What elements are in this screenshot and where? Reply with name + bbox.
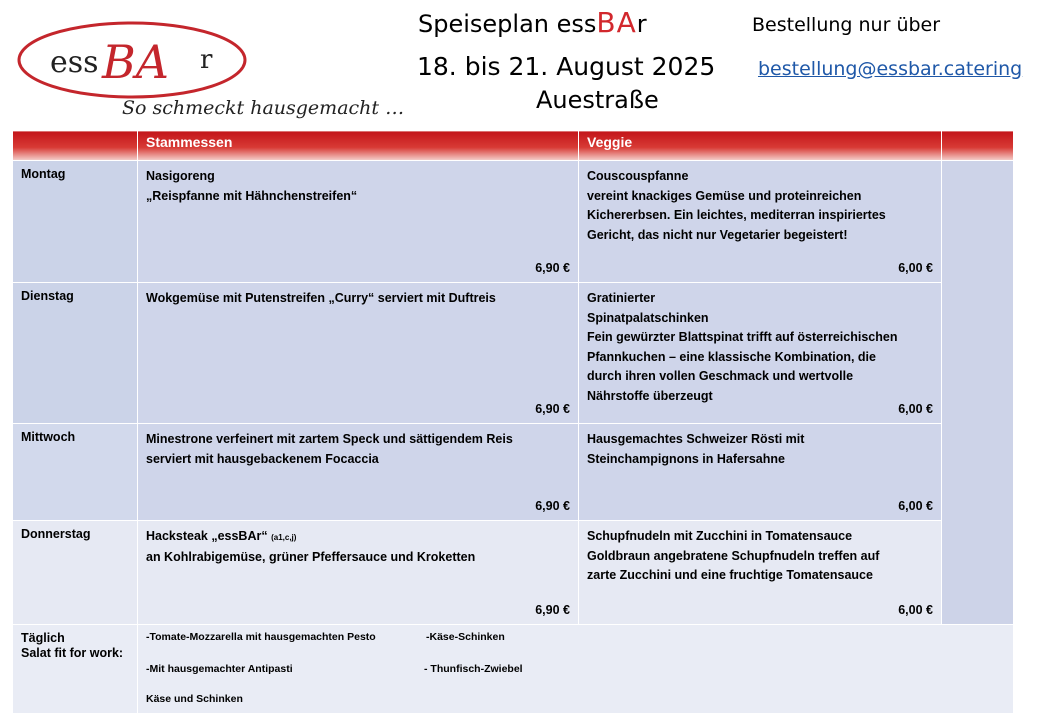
dish-line: Kichererbsen. Ein leichtes, mediterran inspiriertes	[587, 208, 886, 222]
dish-line: zarte Zucchini und eine fruchtige Tomatensauce	[587, 568, 873, 582]
dish-line: Nasigoreng	[146, 169, 215, 183]
title-ba: BA	[596, 6, 637, 39]
logo-graphic	[14, 14, 405, 124]
table-row	[13, 161, 1014, 283]
salad-item: Käse und Schinken	[146, 693, 243, 705]
salad-item: -Mit hausgemachter Antipasti	[146, 663, 293, 675]
main-price: 6,90 €	[535, 498, 570, 513]
dish-title: Hacksteak „essBAr“	[146, 529, 268, 543]
order-label: Bestellung nur über	[752, 14, 941, 36]
daily-label-line2: Salat fit for work:	[21, 646, 124, 660]
salad-item: -Tomate-Mozzarella mit hausgemachten Pesto	[146, 631, 376, 643]
main-price: 6,90 €	[535, 401, 570, 416]
empty-column	[942, 161, 1014, 625]
dish-line: Minestrone verfeinert mit zartem Speck und sättigendem Reis	[146, 432, 513, 446]
essbar-logo	[14, 14, 405, 124]
salad-item: - Thunfisch-Zwiebel	[424, 663, 523, 675]
dish-line: an Kohlrabigemüse, grüner Pfeffersauce und Kroketten	[146, 549, 476, 564]
menu-table	[12, 130, 1014, 714]
day-label: Mittwoch	[13, 424, 138, 521]
dish-line: Gericht, das nicht nur Vegetarier begeistert!	[587, 227, 848, 242]
dish-line: Goldbraun angebratene Schupfnudeln treffen auf	[587, 548, 880, 563]
veggie-price: 6,00 €	[898, 260, 933, 275]
allergen-codes: (a1,c,j)	[271, 533, 297, 542]
veggie-dish	[579, 283, 942, 424]
daily-label	[13, 625, 138, 714]
date-range: 18. bis 21. August 2025	[417, 52, 716, 81]
dish-line: „Reispfanne mit Hähnchenstreifen“	[146, 188, 358, 203]
title-suffix: r	[636, 10, 647, 38]
dish-line: Nährstoffe überzeugt	[587, 388, 713, 403]
veggie-dish	[579, 161, 942, 283]
header-day	[13, 131, 138, 161]
salad-item: -Käse-Schinken	[426, 631, 505, 643]
main-dish	[138, 521, 579, 625]
dish-line: Couscouspfanne	[587, 169, 689, 183]
day-label: Montag	[13, 161, 138, 283]
order-email-link[interactable]: bestellung@essbar.catering	[758, 58, 1023, 80]
table-row	[13, 424, 1014, 521]
main-dish	[138, 424, 579, 521]
dish-line: Steinchampignons in Hafersahne	[587, 451, 785, 466]
dish-line	[146, 527, 570, 548]
daily-label-line1: Täglich	[21, 631, 65, 645]
main-price: 6,90 €	[535, 602, 570, 617]
dish-line: Spinatpalatschinken	[587, 310, 709, 325]
header-veggie: Veggie	[579, 131, 942, 161]
dish-line: Fein gewürzter Blattspinat trifft auf österreichischen	[587, 330, 898, 344]
dish-line: Gratinierter	[587, 291, 656, 305]
dish-line: Pfannkuchen – eine klassische Kombination, die	[587, 349, 876, 364]
logo-brand-mid: BA	[102, 35, 170, 89]
page-title	[418, 6, 647, 39]
dish-line: Hausgemachtes Schweizer Rösti mit	[587, 432, 805, 446]
dish-line: vereint knackiges Gemüse und proteinreichen	[587, 188, 862, 203]
logo-slogan: So schmeckt hausgemacht …	[122, 97, 405, 119]
dish-line: Wokgemüse mit Putenstreifen „Curry“ serviert mit Duftreis	[146, 291, 496, 305]
table-row	[13, 521, 1014, 625]
main-price: 6,90 €	[535, 260, 570, 275]
logo-brand-suffix: r	[200, 45, 213, 75]
table-row	[13, 283, 1014, 424]
day-label: Dienstag	[13, 283, 138, 424]
main-dish	[138, 161, 579, 283]
header-main: Stammessen	[138, 131, 579, 161]
location: Auestraße	[536, 86, 659, 114]
logo-brand-prefix: ess	[50, 45, 99, 80]
salad-list	[138, 625, 1013, 713]
day-label: Donnerstag	[13, 521, 138, 625]
table-header-row	[13, 131, 1014, 161]
dish-line: durch ihren vollen Geschmack und wertvolle	[587, 369, 854, 383]
main-dish	[138, 283, 579, 424]
veggie-dish	[579, 424, 942, 521]
daily-salads	[138, 625, 1014, 714]
veggie-price: 6,00 €	[898, 498, 933, 513]
title-prefix: Speiseplan ess	[418, 10, 597, 38]
veggie-dish	[579, 521, 942, 625]
dish-line: Schupfnudeln mit Zucchini in Tomatensauce	[587, 529, 853, 543]
veggie-price: 6,00 €	[898, 401, 933, 416]
header-extra	[942, 131, 1014, 161]
dish-line: serviert mit hausgebackenem Focaccia	[146, 451, 379, 466]
veggie-price: 6,00 €	[898, 602, 933, 617]
daily-row	[13, 625, 1014, 714]
